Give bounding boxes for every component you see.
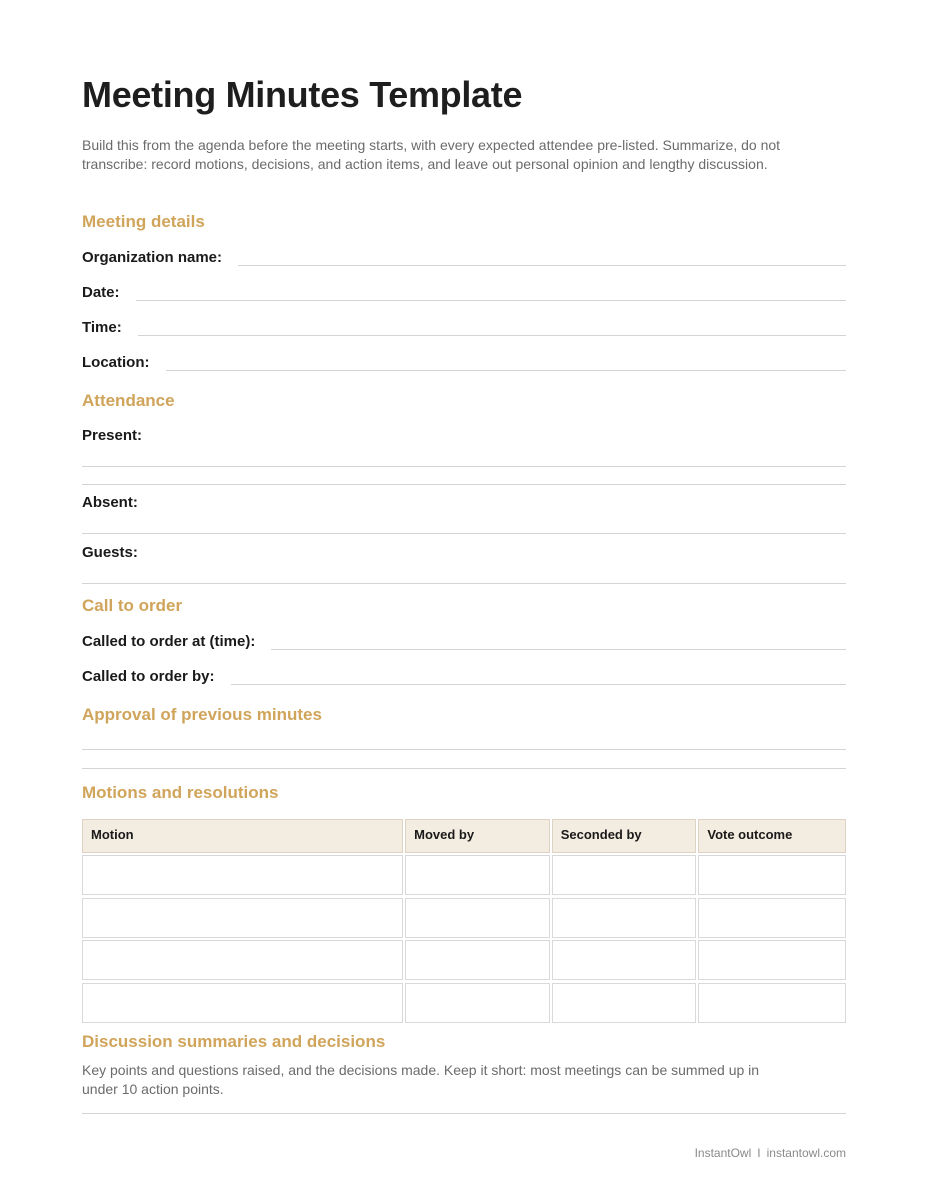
date-field[interactable] xyxy=(82,278,846,302)
motion-cell[interactable] xyxy=(82,898,403,938)
time-line[interactable] xyxy=(138,335,846,336)
present-line-2[interactable] xyxy=(82,484,846,485)
called-to-order-by-label: Called to order by: xyxy=(82,668,215,685)
column-header-seconded-by: Seconded by xyxy=(552,819,697,853)
date-label: Date: xyxy=(82,284,120,301)
table-row xyxy=(82,855,846,895)
table-row xyxy=(82,983,846,1023)
date-line[interactable] xyxy=(136,300,846,301)
moved-by-cell[interactable] xyxy=(405,855,550,895)
moved-by-cell[interactable] xyxy=(405,940,550,980)
seconded-by-cell[interactable] xyxy=(552,855,697,895)
table-row xyxy=(82,940,846,980)
section-heading-discussion: Discussion summaries and decisions xyxy=(82,1032,386,1051)
section-heading-approval: Approval of previous minutes xyxy=(82,705,322,724)
called-to-order-by-line[interactable] xyxy=(231,684,846,685)
time-label: Time: xyxy=(82,319,122,336)
time-field[interactable] xyxy=(82,313,846,337)
intro-text: Build this from the agenda before the meeting starts, with every expected attendee pre-listed. Summarize, do not transcribe: record motions, decisions, and action items, and leave out personal opinion and lengthy discussion. xyxy=(82,137,781,172)
section-heading-attendance: Attendance xyxy=(82,391,175,410)
organization-name-label: Organization name: xyxy=(82,249,223,266)
seconded-by-cell[interactable] xyxy=(552,940,697,980)
table-row xyxy=(82,898,846,938)
footer-brand: InstantOwl xyxy=(694,1146,752,1160)
approval-line-1[interactable] xyxy=(82,749,846,750)
page-title: Meeting Minutes Template xyxy=(82,74,523,115)
location-field[interactable] xyxy=(82,348,846,372)
footer-separator: I xyxy=(757,1146,761,1160)
seconded-by-cell[interactable] xyxy=(552,983,697,1023)
absent-label: Absent: xyxy=(82,494,138,511)
moved-by-cell[interactable] xyxy=(405,983,550,1023)
absent-line[interactable] xyxy=(82,533,846,534)
moved-by-cell[interactable] xyxy=(405,898,550,938)
vote-outcome-cell[interactable] xyxy=(698,855,846,895)
section-heading-call-to-order: Call to order xyxy=(82,596,183,615)
discussion-line[interactable] xyxy=(82,1113,846,1114)
location-label: Location: xyxy=(82,354,150,371)
motions-table-header xyxy=(82,819,846,853)
present-label: Present: xyxy=(82,427,143,444)
motion-cell[interactable] xyxy=(82,855,403,895)
vote-outcome-cell[interactable] xyxy=(698,940,846,980)
called-to-order-by-field[interactable] xyxy=(82,662,846,686)
discussion-instructions: Key points and questions raised, and the decisions made. Keep it short: most meetings can be summed up in under 10 action points. xyxy=(82,1062,760,1097)
footer-credit xyxy=(695,1146,846,1160)
column-header-vote-outcome: Vote outcome xyxy=(698,819,846,853)
approval-line-2[interactable] xyxy=(82,768,846,769)
footer-url[interactable]: instantowl.com xyxy=(766,1146,846,1160)
section-heading-motions: Motions and resolutions xyxy=(82,783,279,802)
vote-outcome-cell[interactable] xyxy=(698,898,846,938)
vote-outcome-cell[interactable] xyxy=(698,983,846,1023)
seconded-by-cell[interactable] xyxy=(552,898,697,938)
motion-cell[interactable] xyxy=(82,940,403,980)
column-header-moved-by: Moved by xyxy=(405,819,550,853)
section-heading-meeting-details: Meeting details xyxy=(82,212,205,231)
organization-name-line[interactable] xyxy=(238,265,846,266)
location-line[interactable] xyxy=(166,370,847,371)
called-to-order-time-label: Called to order at (time): xyxy=(82,633,256,650)
column-header-motion: Motion xyxy=(82,819,403,853)
organization-name-field[interactable] xyxy=(82,243,846,267)
guests-label: Guests: xyxy=(82,544,138,561)
motion-cell[interactable] xyxy=(82,983,403,1023)
called-to-order-time-line[interactable] xyxy=(271,649,846,650)
called-to-order-time-field[interactable] xyxy=(82,627,846,651)
present-line-1[interactable] xyxy=(82,466,846,467)
guests-line[interactable] xyxy=(82,583,846,584)
